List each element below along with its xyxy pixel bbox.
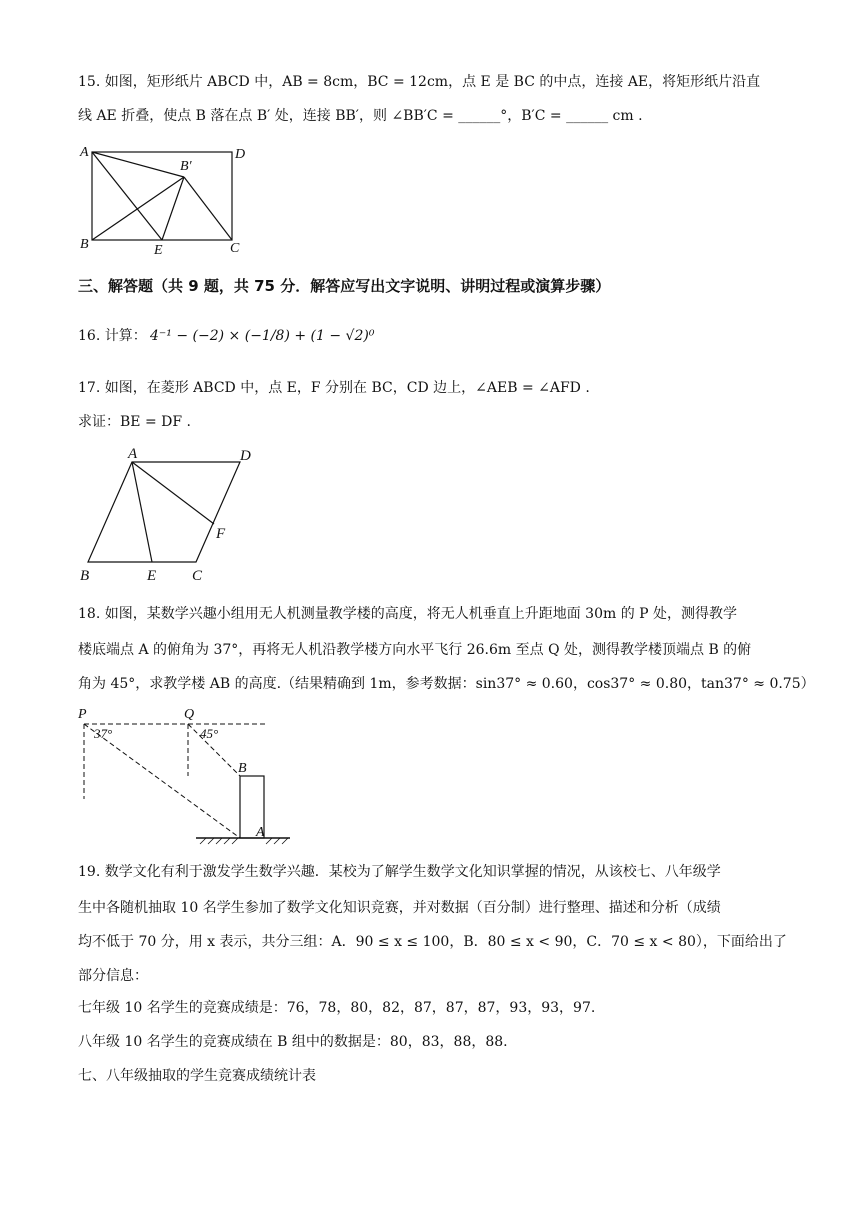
q18-text-line1: 18. 如图，某数学兴趣小组用无人机测量教学楼的高度，将无人机垂直上升距地面 30m 的 P 处，测得教学 <box>78 606 738 622</box>
q17-label-E: E <box>147 568 157 584</box>
q19-text-line4: 部分信息： <box>78 968 148 984</box>
q19-text-line2: 生中各随机抽取 10 名学生参加了数学文化知识竞赛，并对数据（百分制）进行整理、描述和分析（成绩 <box>78 900 721 916</box>
q16-expression: 4⁻¹ − (−2) × (−1/8) + (1 − √2)⁰ <box>150 328 375 344</box>
q15-label-C: C <box>230 241 240 256</box>
q15-label-Bprime: B′ <box>180 159 192 174</box>
q18-text-line3: 角为 45°，求教学楼 AB 的高度.（结果精确到 1m，参考数据：sin37° ≈ 0.60，cos37° ≈ 0.80，tan37° ≈ 0.75） <box>78 676 815 692</box>
q17-label-A: A <box>128 446 138 462</box>
q19-table-caption: 七、八年级抽取的学生竞赛成绩统计表 <box>78 1068 316 1084</box>
q19-text-line1: 19. 数学文化有利于激发学生数学兴趣．某校为了解学生数学文化知识掌握的情况，从该校七、八年级学 <box>78 864 721 880</box>
q15-label-A: A <box>80 145 89 160</box>
q17-text-line1: 17. 如图，在菱形 ABCD 中，点 E，F 分别在 BC，CD 边上，∠AEB = ∠AFD . <box>78 380 590 396</box>
q18-drone-figure <box>78 704 278 844</box>
q15-label-D: D <box>235 147 246 162</box>
q18-label-B: B <box>238 761 247 776</box>
q19-text-line6: 八年级 10 名学生的竞赛成绩在 B 组中的数据是：80，83，88，88. <box>78 1034 508 1050</box>
q15-text-line2: 线 AE 折叠，使点 B 落在点 B′ 处，连接 BB′，则 ∠BB′C = ______°，B′C = ______ cm . <box>78 108 643 124</box>
q18-label-A: A <box>256 825 265 840</box>
q17-rhombus-figure <box>78 444 268 586</box>
q17-label-B: B <box>80 568 90 584</box>
q16-prefix: 16. 计算： <box>78 328 147 344</box>
q18-angle-45: 45° <box>200 726 219 741</box>
q18-text-line2: 楼底端点 A 的俯角为 37°，再将无人机沿教学楼方向水平飞行 26.6m 至点 Q 处，测得教学楼顶端点 B 的俯 <box>78 642 752 658</box>
section-3-heading: 三、解答题（共 9 题，共 75 分．解答应写出文字说明、讲明过程或演算步骤） <box>78 277 611 295</box>
q15-rectangle-figure <box>78 140 258 256</box>
q17-label-F: F <box>216 526 226 542</box>
q19-text-line5: 七年级 10 名学生的竞赛成绩是：76，78，80，82，87，87，87，93，93，97. <box>78 1000 596 1016</box>
q15-label-B: B <box>80 237 89 252</box>
q18-label-P: P <box>78 707 87 722</box>
q19-text-line3: 均不低于 70 分，用 x 表示，共分三组：A．90 ≤ x ≤ 100，B．80 ≤ x < 90，C．70 ≤ x < 80），下面给出了 <box>78 934 787 950</box>
q17-label-D: D <box>240 448 251 464</box>
q17-label-C: C <box>192 568 203 584</box>
q17-text-line2: 求证：BE = DF . <box>78 414 191 430</box>
q15-text-line1: 15. 如图，矩形纸片 ABCD 中，AB = 8cm，BC = 12cm，点 E 是 BC 的中点，连接 AE，将矩形纸片沿直 <box>78 74 761 90</box>
q15-label-E: E <box>154 243 163 258</box>
q18-angle-37: 37° <box>94 726 113 741</box>
q18-label-Q: Q <box>184 707 195 722</box>
